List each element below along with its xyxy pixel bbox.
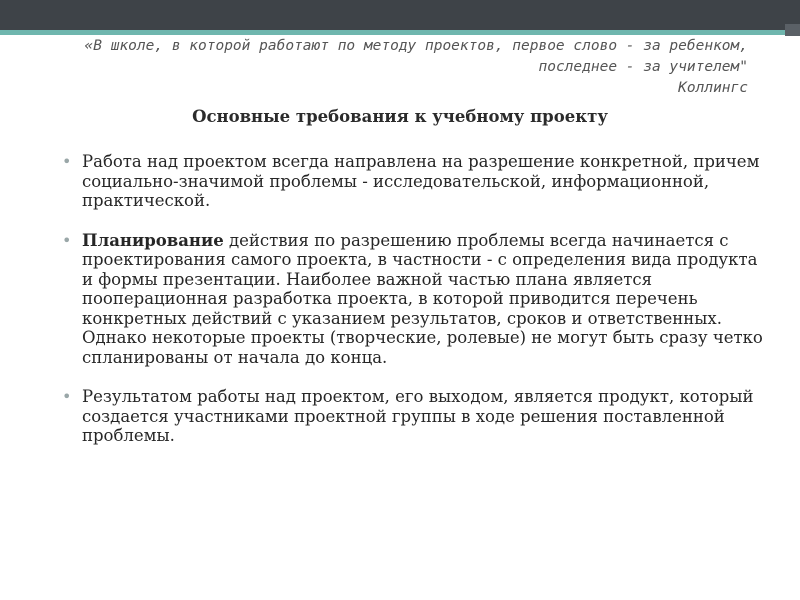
bullet-icon: • (62, 387, 72, 406)
list-item-text: действия по разрешению проблемы всегда начинается с проектирования самого проекта, в частности - с определения вида продукта и формы презентации. Наиболее важной частью плана является пооперационная разработка проекта, в которой приводится перечень конкретных действий с указанием результатов, сроков и ответственных. Однако некоторые проекты (творческие, ролевые) не могут быть сразу четко спланированы от начала до конца. (82, 230, 763, 367)
quote-author: Коллингс (678, 80, 748, 96)
list-item (60, 152, 765, 211)
list-item (60, 231, 765, 368)
list-item-lead: Планирование (82, 230, 224, 250)
epigraph-quote (68, 36, 748, 99)
header-tab-decoration (785, 24, 800, 36)
header-bar (0, 0, 800, 30)
list-item-text: Работа над проектом всегда направлена на разрешение конкретной, причем социально-значимой проблемы - исследовательской, информационной, практической. (82, 152, 760, 210)
bullet-icon: • (62, 152, 72, 171)
header-accent-stripe (0, 30, 800, 35)
list-item-text: Результатом работы над проектом, его выходом, является продукт, который создается участниками проектной группы в ходе решения поставленной проблемы. (82, 387, 754, 445)
slide-title: Основные требования к учебному проекту (192, 107, 608, 126)
requirements-list (60, 152, 765, 466)
bullet-icon: • (62, 230, 72, 250)
quote-text: «В школе, в которой работают по методу проектов, первое слово - за ребенком, последнее - за учителем" (84, 38, 748, 75)
list-item (60, 387, 765, 446)
slide-content (0, 36, 800, 600)
